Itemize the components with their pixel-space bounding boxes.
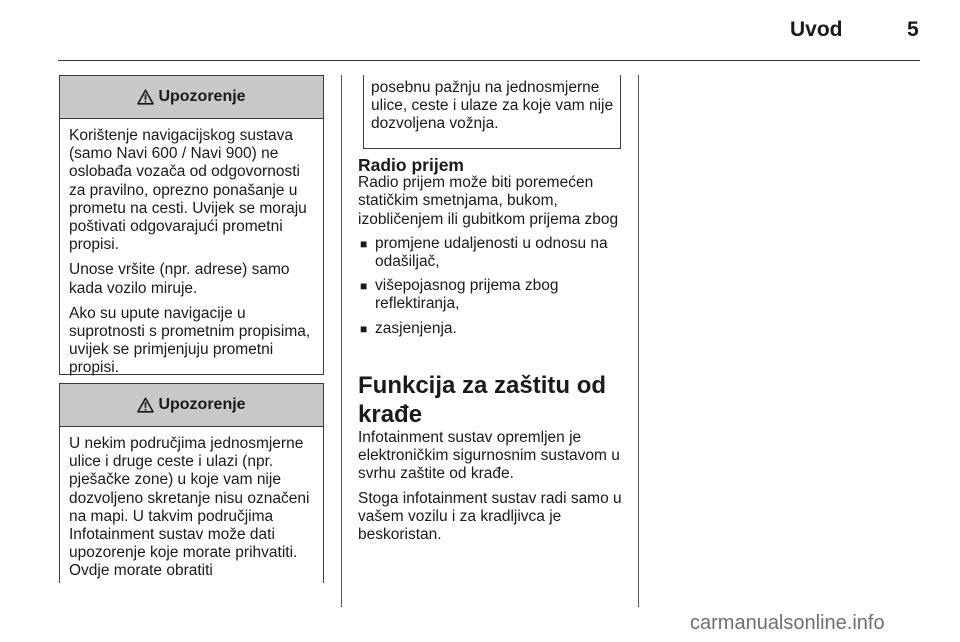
warning-continuation-text: posebnu pažnju na jednosmjerne ulice, ceste i ulaze za koje vam nije dozvoljena vožnja. (371, 79, 614, 133)
header-divider (58, 60, 920, 61)
warning-header (60, 76, 323, 119)
theft-paragraph: Infotainment sustav opremljen je elektroničkim sigurnosnim sustavom u svrhu zaštite od krađe. (358, 429, 620, 483)
warning-box-navigation (59, 75, 324, 375)
warning-title: Upozorenje (158, 396, 246, 413)
page-number: 5 (907, 18, 919, 41)
radio-intro: Radio prijem može biti poremećen statičkim smetnjama, bukom, izobličenjem ili gubitkom prijema zbog (358, 174, 619, 228)
warning-box-one-way-streets (59, 383, 324, 583)
warning-triangle-icon (137, 397, 154, 413)
theft-heading: Funkcija za zaštitu od krađe (358, 372, 607, 428)
bullet-square-icon: ■ (360, 321, 368, 336)
warning-header (60, 384, 323, 427)
theft-protection-section (358, 371, 626, 550)
column-divider-right (638, 75, 639, 607)
radio-heading: Radio prijem (358, 155, 464, 175)
warning-paragraph: Korištenje navigacijskog sustava (samo Navi 600 / Navi 900) ne oslobađa vozača od odgovornosti za pravilno, oprezno ponašanje u prometu na cesti. Uvijek se moraju poštivati odgovarajući prometni propisi. (69, 127, 307, 254)
warning-paragraph: Ako su upute navigacije u suprotnosti s prometnim propisima, uvijek se primjenjuju prometni propisi. (69, 304, 311, 377)
theft-paragraph: Stoga infotainment sustav radi samo u vašem vozilu i za kradljivca je beskoristan. (358, 489, 622, 544)
watermark: carmanualsonline.info (690, 612, 885, 634)
warning-body (60, 427, 323, 581)
warning-paragraph: U nekim područjima jednosmjerne ulice i druge ceste i ulazi (npr. pješačke zone) u koje vam nije dozvoljeno skretanje nisu označeni na mapi. U takvim područjima Infotainment sustav može dati upozorenje koje morate prihvatiti. Ovdje morate obratiti (69, 435, 310, 580)
list-item: ■ promjene udaljenosti u odnosu na odašiljač, (360, 234, 608, 271)
warning-body (60, 119, 323, 378)
bullet-square-icon: ■ (360, 279, 368, 294)
column-divider-left (341, 75, 342, 607)
warning-paragraph: Unose vršite (npr. adrese) samo kada vozilo miruje. (69, 261, 290, 297)
warning-triangle-icon (137, 89, 154, 105)
warning-continuation-box (363, 75, 621, 149)
bullet-square-icon: ■ (360, 236, 368, 251)
list-item: ■ zasjenjenja. (360, 319, 457, 337)
radio-section (358, 156, 626, 344)
warning-title: Upozorenje (158, 88, 246, 105)
list-item: ■ višepojasnog prijema zbog reflektiranja, (360, 277, 559, 313)
page-header-title: Uvod (790, 18, 843, 41)
